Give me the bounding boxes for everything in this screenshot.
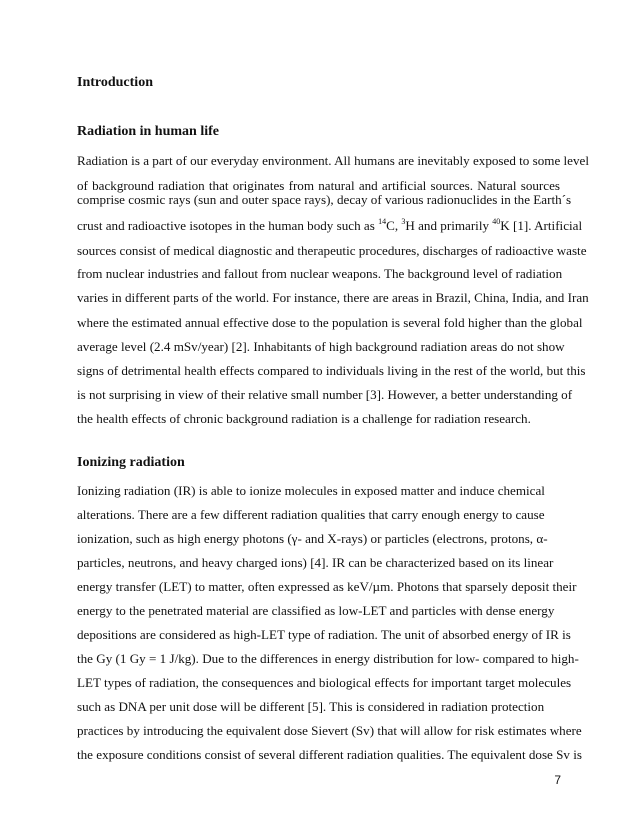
paragraph-line: Radiation is a part of our everyday environment. All humans are inevitably exposed to some level (77, 153, 589, 168)
paragraph-line-with-isotopes (77, 216, 583, 234)
paragraph-line: the exposure conditions consist of several different radiation qualities. The equivalent dose Sv is (77, 747, 582, 762)
introduction-heading: Introduction (77, 75, 153, 90)
paragraph-line: signs of detrimental health effects compared to individuals living in the rest of the world, but this (77, 363, 586, 378)
paragraph-line: particles, neutrons, and heavy charged ions) [4]. IR can be characterized based on its linear (77, 555, 554, 570)
paragraph-line: is not surprising in view of their relative small number [3]. However, a better understanding of (77, 387, 573, 402)
paragraph-line: the Gy (1 Gy = 1 J/kg). Due to the differences in energy distribution for low- compared to high- (77, 651, 579, 666)
paragraph-line: varies in different parts of the world. For instance, there are areas in Brazil, China, India, and Iran (77, 290, 589, 305)
page-number: 7 (554, 773, 561, 787)
paragraph-line: comprise cosmic rays (sun and outer space rays), decay of various radionuclides in the Earth´s (77, 192, 572, 207)
paragraph-line: practices by introducing the equivalent dose Sievert (Sv) that will allow for risk estimates where (77, 723, 582, 738)
paragraph-line: from nuclear industries and fallout from nuclear weapons. The background level of radiation (77, 266, 563, 281)
paragraph-line: LET types of radiation, the consequences and biological effects for important target molecules (77, 675, 572, 690)
paragraph-line: where the estimated annual effective dose to the population is several fold higher than the global (77, 315, 583, 330)
paragraph-line: average level (2.4 mSv/year) [2]. Inhabitants of high background radiation areas do not show (77, 339, 565, 354)
paragraph-line: Ionizing radiation (IR) is able to ionize molecules in exposed matter and induce chemical (77, 483, 545, 498)
isotope-mass-number: 40 (492, 216, 501, 226)
paragraph-line: energy to the penetrated material are classified as low-LET and particles with dense energy (77, 603, 555, 618)
line-text: crust and radioactive isotopes in the human body such as (77, 218, 379, 233)
section-heading-radiation-in-human-life: Radiation in human life (77, 124, 219, 139)
paragraph-line: ionization, such as high energy photons (γ- and X-rays) or particles (electrons, protons, α- (77, 531, 548, 546)
paragraph-line: such as DNA per unit dose will be different [5]. This is considered in radiation protection (77, 699, 545, 714)
line-text: C, (386, 218, 402, 233)
isotope-mass-number: 3 (401, 216, 406, 226)
section-heading-ionizing-radiation: Ionizing radiation (77, 455, 185, 470)
paragraph-line: of background radiation that originates from natural and artificial sources. Natural sources (77, 178, 560, 193)
isotope-mass-number: 14 (378, 216, 387, 226)
paragraph-line: alterations. There are a few different radiation qualities that carry enough energy to cause (77, 507, 545, 522)
paragraph-line: energy transfer (LET) to matter, often expressed as keV/µm. Photons that sparsely deposit their (77, 579, 577, 594)
line-text: H and primarily (405, 218, 493, 233)
paragraph-line: sources consist of medical diagnostic and therapeutic procedures, discharges of radioactive waste (77, 243, 587, 258)
paragraph-line: depositions are considered as high-LET type of radiation. The unit of absorbed energy of IR is (77, 627, 571, 642)
line-text: K [1]. Artificial (500, 218, 583, 233)
paragraph-line: the health effects of chronic background radiation is a challenge for radiation research. (77, 411, 531, 426)
